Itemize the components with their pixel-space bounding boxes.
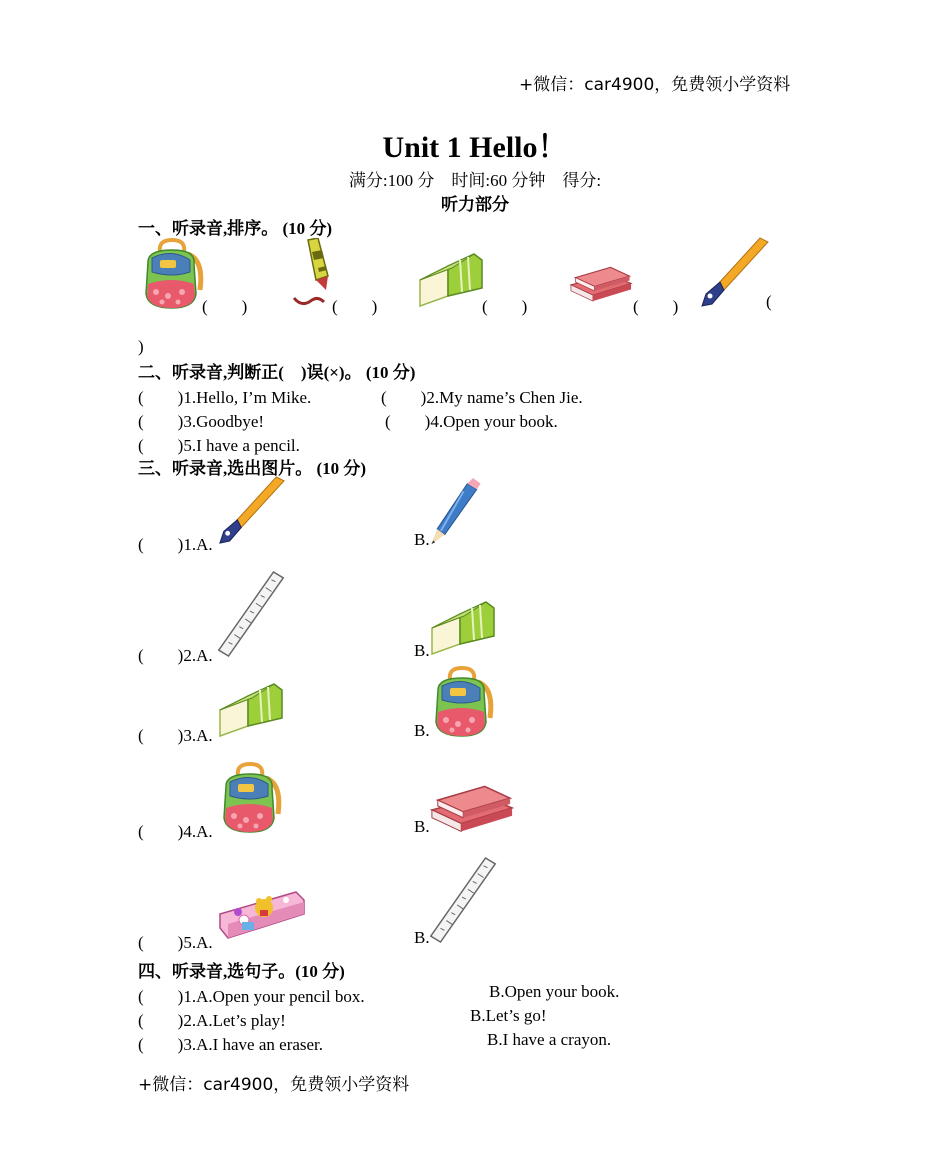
section3-heading: 三、听录音,选出图片。 (10 分) xyxy=(138,459,367,478)
choice-row-4-b[interactable]: B. xyxy=(414,817,430,836)
section1-heading: 一、听录音,排序。 (10 分) xyxy=(138,219,333,238)
listening-title: 听力部分 xyxy=(441,195,509,214)
eraser-icon xyxy=(428,600,498,656)
judge-item-2[interactable]: ( )2.My name’s Chen Jie. xyxy=(381,388,583,407)
section4-heading: 四、听录音,选句子。(10 分) xyxy=(138,962,345,981)
choice-row-1-b[interactable]: B. xyxy=(414,530,430,549)
pencil-box-icon xyxy=(216,888,306,944)
order-blank-3[interactable]: ( ) xyxy=(482,297,528,316)
judge-item-3[interactable]: ( )3.Goodbye! xyxy=(138,412,265,431)
choice-row-1-a[interactable]: ( )1.A. xyxy=(138,535,213,554)
choice-row-3-b[interactable]: B. xyxy=(414,721,430,740)
judge-item-4[interactable]: ( )4.Open your book. xyxy=(385,412,558,431)
choice-row-4-a[interactable]: ( )4.A. xyxy=(138,822,213,841)
section2-heading: 二、听录音,判断正( )误(×)。 (10 分) xyxy=(138,363,416,382)
pen-icon xyxy=(698,236,770,308)
score-info: 满分:100 分 时间:60 分钟 得分: xyxy=(348,171,602,190)
judge-item-5[interactable]: ( )5.I have a pencil. xyxy=(138,436,300,455)
pen-icon xyxy=(216,474,286,546)
book-icon xyxy=(568,256,634,308)
choice-row-3-a[interactable]: ( )3.A. xyxy=(138,726,213,745)
ruler-icon xyxy=(428,856,498,944)
pencil-icon xyxy=(428,478,484,546)
order-blank-1[interactable]: ( ) xyxy=(202,297,248,316)
bag-icon xyxy=(428,666,498,738)
judge-item-1[interactable]: ( )1.Hello, I’m Mike. xyxy=(138,388,312,407)
order-blank-2[interactable]: ( ) xyxy=(332,297,378,316)
watermark-bottom: +微信：car4900，免费领小学资料 xyxy=(138,1075,410,1095)
eraser-icon xyxy=(416,252,486,308)
page-title: Unit 1 Hello！ xyxy=(382,131,568,164)
choice-row-5-a[interactable]: ( )5.A. xyxy=(138,933,213,952)
sentence-row-2-a[interactable]: ( )2.A.Let’s play! xyxy=(138,1011,286,1030)
watermark-top: +微信：car4900，免费领小学资料 xyxy=(519,75,791,95)
sentence-row-3-a[interactable]: ( )3.A.I have an eraser. xyxy=(138,1035,324,1054)
book-icon xyxy=(428,780,516,832)
sentence-row-1-a[interactable]: ( )1.A.Open your pencil box. xyxy=(138,987,365,1006)
order-blank-4[interactable]: ( ) xyxy=(633,297,679,316)
choice-row-5-b[interactable]: B. xyxy=(414,928,430,947)
choice-row-2-a[interactable]: ( )2.A. xyxy=(138,646,213,665)
bag-icon xyxy=(138,238,208,310)
sentence-row-1-b[interactable]: B.Open your book. xyxy=(489,982,620,1001)
crayon-icon xyxy=(288,238,338,310)
sentence-row-3-b[interactable]: B.I have a crayon. xyxy=(487,1030,612,1049)
order-blank-5-open[interactable]: ( xyxy=(766,292,772,311)
ruler-icon xyxy=(216,570,286,658)
sentence-row-2-b[interactable]: B.Let’s go! xyxy=(470,1006,547,1025)
bag-icon xyxy=(216,762,286,834)
eraser-icon xyxy=(216,682,286,738)
order-blank-5-close: ) xyxy=(138,337,144,356)
choice-row-2-b[interactable]: B. xyxy=(414,641,430,660)
